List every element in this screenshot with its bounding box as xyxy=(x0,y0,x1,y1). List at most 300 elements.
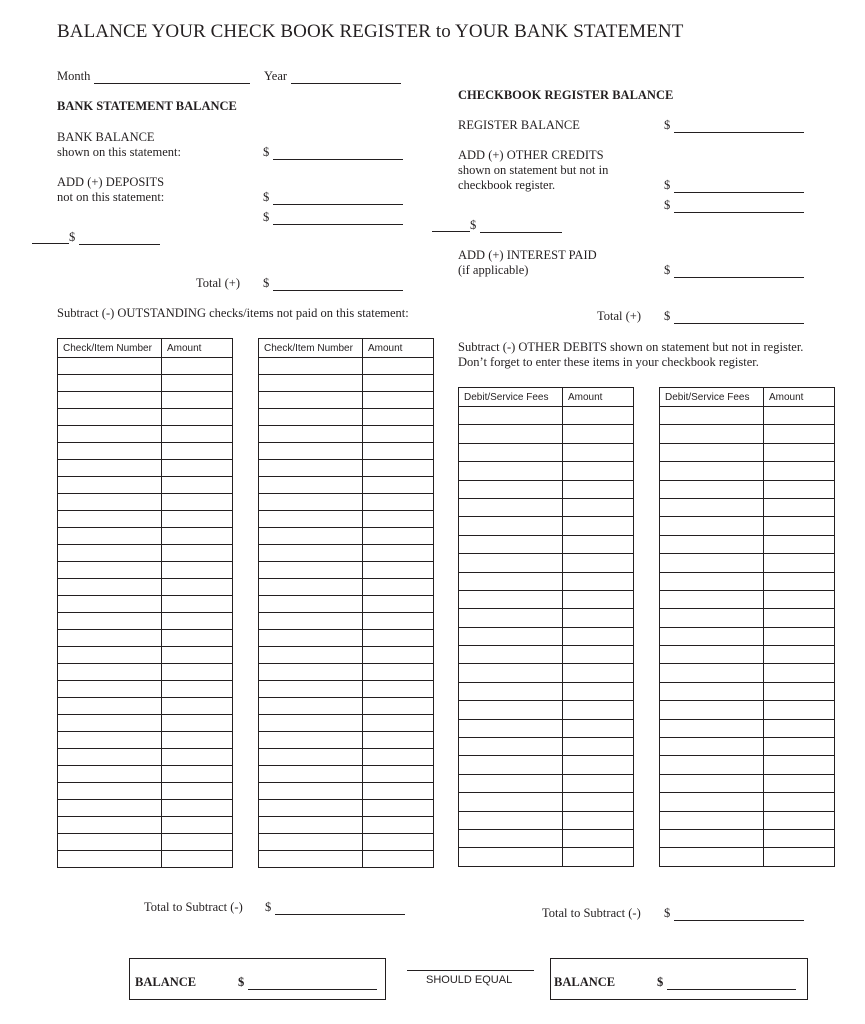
amount-cell[interactable] xyxy=(363,460,434,477)
item-cell[interactable] xyxy=(660,480,764,498)
page-title: BALANCE YOUR CHECK BOOK REGISTER to YOUR BANK STATEMENT xyxy=(57,21,684,42)
item-cell[interactable] xyxy=(459,425,563,443)
amount-cell[interactable] xyxy=(162,494,233,511)
item-cell[interactable] xyxy=(58,477,162,494)
amount-cell[interactable] xyxy=(162,358,233,375)
table-row xyxy=(459,756,634,774)
amount-cell[interactable] xyxy=(764,517,835,535)
table-row xyxy=(660,535,835,553)
item-cell[interactable] xyxy=(58,494,162,511)
table-row xyxy=(660,793,835,811)
other-credit-field-2[interactable] xyxy=(674,198,804,213)
table-row xyxy=(58,477,233,494)
item-cell[interactable] xyxy=(459,719,563,737)
amount-cell[interactable] xyxy=(363,783,434,800)
col-header-amount: Amount xyxy=(162,339,233,358)
item-cell[interactable] xyxy=(259,426,363,443)
credit-label-line xyxy=(432,231,470,232)
item-cell[interactable] xyxy=(259,715,363,732)
item-cell[interactable] xyxy=(660,609,764,627)
table-row xyxy=(58,647,233,664)
amount-cell[interactable] xyxy=(363,579,434,596)
item-cell[interactable] xyxy=(259,460,363,477)
table-row xyxy=(660,407,835,425)
table-row xyxy=(459,627,634,645)
item-cell[interactable] xyxy=(459,848,563,866)
amount-cell[interactable] xyxy=(363,749,434,766)
amount-cell[interactable] xyxy=(764,590,835,608)
amount-cell[interactable] xyxy=(162,664,233,681)
amount-cell[interactable] xyxy=(563,682,634,700)
table-row xyxy=(660,462,835,480)
table-row xyxy=(459,646,634,664)
item-cell[interactable] xyxy=(259,511,363,528)
amount-cell[interactable] xyxy=(764,480,835,498)
amount-cell[interactable] xyxy=(563,609,634,627)
dollar-sign: $ xyxy=(263,145,270,159)
amount-cell[interactable] xyxy=(764,572,835,590)
amount-cell[interactable] xyxy=(764,756,835,774)
amount-cell[interactable] xyxy=(162,817,233,834)
item-cell[interactable] xyxy=(58,749,162,766)
amount-cell[interactable] xyxy=(363,681,434,698)
amount-cell[interactable] xyxy=(162,528,233,545)
amount-cell[interactable] xyxy=(363,630,434,647)
table-row xyxy=(259,851,434,868)
amount-cell[interactable] xyxy=(162,477,233,494)
amount-cell[interactable] xyxy=(363,834,434,851)
amount-cell[interactable] xyxy=(363,766,434,783)
table-row xyxy=(660,627,835,645)
table-row xyxy=(459,664,634,682)
item-cell[interactable] xyxy=(259,494,363,511)
month-field[interactable] xyxy=(94,69,250,84)
amount-cell[interactable] xyxy=(162,749,233,766)
amount-cell[interactable] xyxy=(563,664,634,682)
item-cell[interactable] xyxy=(459,664,563,682)
amount-cell[interactable] xyxy=(363,375,434,392)
amount-cell[interactable] xyxy=(363,545,434,562)
amount-cell[interactable] xyxy=(162,851,233,868)
amount-cell[interactable] xyxy=(764,609,835,627)
item-cell[interactable] xyxy=(660,719,764,737)
item-cell[interactable] xyxy=(259,834,363,851)
amount-cell[interactable] xyxy=(162,732,233,749)
item-cell[interactable] xyxy=(259,545,363,562)
table-row xyxy=(259,562,434,579)
item-cell[interactable] xyxy=(58,732,162,749)
item-cell[interactable] xyxy=(459,829,563,847)
amount-cell[interactable] xyxy=(764,701,835,719)
item-cell[interactable] xyxy=(459,682,563,700)
amount-cell[interactable] xyxy=(764,425,835,443)
item-cell[interactable] xyxy=(660,590,764,608)
amount-cell[interactable] xyxy=(764,793,835,811)
item-cell[interactable] xyxy=(259,409,363,426)
left-total-subtract-field[interactable] xyxy=(275,900,405,915)
table-row xyxy=(660,425,835,443)
table-row xyxy=(259,749,434,766)
amount-cell[interactable] xyxy=(563,738,634,756)
table-row xyxy=(58,375,233,392)
item-cell[interactable] xyxy=(459,793,563,811)
col-header-check-number: Check/Item Number xyxy=(58,339,162,358)
right-total-label: Total (+) xyxy=(597,309,642,323)
amount-cell[interactable] xyxy=(764,646,835,664)
amount-cell[interactable] xyxy=(162,613,233,630)
year-label: Year xyxy=(264,69,288,83)
amount-cell[interactable] xyxy=(764,664,835,682)
item-cell[interactable] xyxy=(58,545,162,562)
item-cell[interactable] xyxy=(259,392,363,409)
item-cell[interactable] xyxy=(660,848,764,866)
item-cell[interactable] xyxy=(259,562,363,579)
col-header-amount: Amount xyxy=(563,388,634,407)
amount-cell[interactable] xyxy=(563,517,634,535)
item-cell[interactable] xyxy=(459,480,563,498)
amount-cell[interactable] xyxy=(363,409,434,426)
item-cell[interactable] xyxy=(660,811,764,829)
item-cell[interactable] xyxy=(259,647,363,664)
amount-cell[interactable] xyxy=(764,719,835,737)
col-header-check-number: Check/Item Number xyxy=(259,339,363,358)
col-header-debit-fees: Debit/Service Fees xyxy=(660,388,764,407)
amount-cell[interactable] xyxy=(162,579,233,596)
table-row xyxy=(259,477,434,494)
amount-cell[interactable] xyxy=(563,572,634,590)
amount-cell[interactable] xyxy=(764,535,835,553)
amount-cell[interactable] xyxy=(363,511,434,528)
item-cell[interactable] xyxy=(459,811,563,829)
item-cell[interactable] xyxy=(58,460,162,477)
item-cell[interactable] xyxy=(660,517,764,535)
dollar-sign: $ xyxy=(263,276,270,290)
amount-cell[interactable] xyxy=(363,698,434,715)
amount-cell[interactable] xyxy=(764,407,835,425)
table-row xyxy=(259,766,434,783)
item-cell[interactable] xyxy=(58,630,162,647)
amount-cell[interactable] xyxy=(764,554,835,572)
amount-cell[interactable] xyxy=(162,460,233,477)
item-cell[interactable] xyxy=(259,817,363,834)
amount-cell[interactable] xyxy=(162,647,233,664)
item-cell[interactable] xyxy=(58,647,162,664)
amount-cell[interactable] xyxy=(363,443,434,460)
amount-cell[interactable] xyxy=(563,627,634,645)
item-cell[interactable] xyxy=(58,409,162,426)
item-cell[interactable] xyxy=(259,477,363,494)
amount-cell[interactable] xyxy=(162,375,233,392)
item-cell[interactable] xyxy=(58,443,162,460)
amount-cell[interactable] xyxy=(363,494,434,511)
item-cell[interactable] xyxy=(259,681,363,698)
amount-cell[interactable] xyxy=(363,562,434,579)
bank-balance-field[interactable] xyxy=(273,145,403,160)
item-cell[interactable] xyxy=(459,443,563,461)
amount-cell[interactable] xyxy=(764,738,835,756)
item-cell[interactable] xyxy=(58,596,162,613)
item-cell[interactable] xyxy=(58,528,162,545)
item-cell[interactable] xyxy=(459,498,563,516)
amount-cell[interactable] xyxy=(162,562,233,579)
amount-cell[interactable] xyxy=(563,498,634,516)
item-cell[interactable] xyxy=(58,681,162,698)
left-total-subtract-label: Total to Subtract (-) xyxy=(144,900,243,914)
table-row xyxy=(259,528,434,545)
item-cell[interactable] xyxy=(660,774,764,792)
item-cell[interactable] xyxy=(58,698,162,715)
table-row xyxy=(660,590,835,608)
item-cell[interactable] xyxy=(459,756,563,774)
item-cell[interactable] xyxy=(259,800,363,817)
table-row xyxy=(58,528,233,545)
amount-cell[interactable] xyxy=(363,426,434,443)
table-row xyxy=(660,719,835,737)
table-row xyxy=(58,681,233,698)
amount-cell[interactable] xyxy=(764,627,835,645)
item-cell[interactable] xyxy=(58,358,162,375)
item-cell[interactable] xyxy=(58,579,162,596)
amount-cell[interactable] xyxy=(764,443,835,461)
item-cell[interactable] xyxy=(58,426,162,443)
item-cell[interactable] xyxy=(459,609,563,627)
bank-balance-final-field[interactable] xyxy=(248,975,377,990)
amount-cell[interactable] xyxy=(563,407,634,425)
item-cell[interactable] xyxy=(459,554,563,572)
table-row xyxy=(660,609,835,627)
amount-cell[interactable] xyxy=(563,774,634,792)
bank-balance-label: BANK BALANCE xyxy=(57,130,155,144)
other-credit-field-3[interactable] xyxy=(480,218,562,233)
table-row xyxy=(58,851,233,868)
table-row xyxy=(660,774,835,792)
amount-cell[interactable] xyxy=(363,715,434,732)
table-row xyxy=(259,426,434,443)
item-cell[interactable] xyxy=(259,613,363,630)
item-cell[interactable] xyxy=(660,554,764,572)
item-cell[interactable] xyxy=(459,517,563,535)
table-row xyxy=(459,682,634,700)
other-credit-field-1[interactable] xyxy=(674,178,804,193)
right-total-subtract-field[interactable] xyxy=(674,906,804,921)
item-cell[interactable] xyxy=(259,698,363,715)
item-cell[interactable] xyxy=(259,783,363,800)
register-balance-final-field[interactable] xyxy=(667,975,796,990)
table-row xyxy=(459,407,634,425)
item-cell[interactable] xyxy=(58,834,162,851)
item-cell[interactable] xyxy=(259,443,363,460)
item-cell[interactable] xyxy=(660,407,764,425)
amount-cell[interactable] xyxy=(563,462,634,480)
item-cell[interactable] xyxy=(58,817,162,834)
amount-cell[interactable] xyxy=(764,811,835,829)
amount-cell[interactable] xyxy=(563,554,634,572)
amount-cell[interactable] xyxy=(563,829,634,847)
amount-cell[interactable] xyxy=(162,766,233,783)
item-cell[interactable] xyxy=(58,766,162,783)
amount-cell[interactable] xyxy=(162,409,233,426)
amount-cell[interactable] xyxy=(162,800,233,817)
item-cell[interactable] xyxy=(259,596,363,613)
amount-cell[interactable] xyxy=(563,443,634,461)
item-cell[interactable] xyxy=(259,732,363,749)
item-cell[interactable] xyxy=(58,375,162,392)
amount-cell[interactable] xyxy=(162,715,233,732)
amount-cell[interactable] xyxy=(363,732,434,749)
left-total-field[interactable] xyxy=(273,276,403,291)
amount-cell[interactable] xyxy=(563,535,634,553)
item-cell[interactable] xyxy=(459,535,563,553)
item-cell[interactable] xyxy=(259,630,363,647)
checkbook-register-heading: CHECKBOOK REGISTER BALANCE xyxy=(458,88,674,102)
amount-cell[interactable] xyxy=(162,596,233,613)
item-cell[interactable] xyxy=(660,646,764,664)
item-cell[interactable] xyxy=(259,579,363,596)
amount-cell[interactable] xyxy=(363,477,434,494)
item-cell[interactable] xyxy=(259,766,363,783)
amount-cell[interactable] xyxy=(563,590,634,608)
amount-cell[interactable] xyxy=(363,664,434,681)
table-row xyxy=(58,732,233,749)
item-cell[interactable] xyxy=(459,462,563,480)
table-row xyxy=(459,462,634,480)
item-cell[interactable] xyxy=(459,627,563,645)
amount-cell[interactable] xyxy=(363,528,434,545)
table-row xyxy=(459,590,634,608)
amount-cell[interactable] xyxy=(162,834,233,851)
amount-cell[interactable] xyxy=(363,358,434,375)
amount-cell[interactable] xyxy=(363,817,434,834)
item-cell[interactable] xyxy=(459,738,563,756)
item-cell[interactable] xyxy=(660,829,764,847)
amount-cell[interactable] xyxy=(363,392,434,409)
amount-cell[interactable] xyxy=(764,848,835,866)
amount-cell[interactable] xyxy=(162,545,233,562)
amount-cell[interactable] xyxy=(162,698,233,715)
item-cell[interactable] xyxy=(660,572,764,590)
table-row xyxy=(459,480,634,498)
table-row xyxy=(259,358,434,375)
year-field[interactable] xyxy=(291,69,401,84)
item-cell[interactable] xyxy=(58,715,162,732)
amount-cell[interactable] xyxy=(363,647,434,664)
amount-cell[interactable] xyxy=(162,426,233,443)
amount-cell[interactable] xyxy=(563,756,634,774)
table-row xyxy=(660,646,835,664)
amount-cell[interactable] xyxy=(764,829,835,847)
item-cell[interactable] xyxy=(259,749,363,766)
item-cell[interactable] xyxy=(58,392,162,409)
right-total-subtract-label: Total to Subtract (-) xyxy=(542,906,641,920)
item-cell[interactable] xyxy=(58,664,162,681)
table-row xyxy=(58,358,233,375)
table-row xyxy=(259,613,434,630)
amount-cell[interactable] xyxy=(363,596,434,613)
amount-cell[interactable] xyxy=(162,681,233,698)
deposit-field-2[interactable] xyxy=(273,210,403,225)
table-row xyxy=(660,572,835,590)
item-cell[interactable] xyxy=(459,590,563,608)
table-row xyxy=(259,596,434,613)
dollar-sign: $ xyxy=(664,309,671,323)
item-cell[interactable] xyxy=(58,511,162,528)
amount-cell[interactable] xyxy=(162,511,233,528)
item-cell[interactable] xyxy=(259,358,363,375)
item-cell[interactable] xyxy=(660,756,764,774)
item-cell[interactable] xyxy=(660,738,764,756)
item-cell[interactable] xyxy=(660,443,764,461)
item-cell[interactable] xyxy=(459,646,563,664)
item-cell[interactable] xyxy=(58,613,162,630)
amount-cell[interactable] xyxy=(563,719,634,737)
right-total-field[interactable] xyxy=(674,309,804,324)
deposit-field-1[interactable] xyxy=(273,190,403,205)
item-cell[interactable] xyxy=(660,664,764,682)
table-row xyxy=(660,738,835,756)
item-cell[interactable] xyxy=(259,664,363,681)
table-row xyxy=(459,774,634,792)
item-cell[interactable] xyxy=(459,407,563,425)
item-cell[interactable] xyxy=(660,425,764,443)
amount-cell[interactable] xyxy=(563,480,634,498)
item-cell[interactable] xyxy=(259,851,363,868)
dollar-sign: $ xyxy=(265,900,272,914)
item-cell[interactable] xyxy=(660,793,764,811)
amount-cell[interactable] xyxy=(563,811,634,829)
item-cell[interactable] xyxy=(660,535,764,553)
amount-cell[interactable] xyxy=(162,443,233,460)
amount-cell[interactable] xyxy=(563,646,634,664)
table-row xyxy=(459,848,634,866)
item-cell[interactable] xyxy=(660,627,764,645)
table-row xyxy=(58,817,233,834)
amount-cell[interactable] xyxy=(764,498,835,516)
table-row xyxy=(660,682,835,700)
amount-cell[interactable] xyxy=(162,392,233,409)
amount-cell[interactable] xyxy=(563,793,634,811)
interest-paid-field[interactable] xyxy=(674,263,804,278)
item-cell[interactable] xyxy=(58,783,162,800)
item-cell[interactable] xyxy=(58,562,162,579)
amount-cell[interactable] xyxy=(363,851,434,868)
item-cell[interactable] xyxy=(459,572,563,590)
item-cell[interactable] xyxy=(259,528,363,545)
amount-cell[interactable] xyxy=(162,630,233,647)
amount-cell[interactable] xyxy=(162,783,233,800)
item-cell[interactable] xyxy=(660,701,764,719)
item-cell[interactable] xyxy=(660,498,764,516)
amount-cell[interactable] xyxy=(563,848,634,866)
item-cell[interactable] xyxy=(660,462,764,480)
item-cell[interactable] xyxy=(459,701,563,719)
table-row xyxy=(259,698,434,715)
item-cell[interactable] xyxy=(58,851,162,868)
amount-cell[interactable] xyxy=(764,462,835,480)
amount-cell[interactable] xyxy=(363,613,434,630)
amount-cell[interactable] xyxy=(764,774,835,792)
dollar-sign: $ xyxy=(664,178,671,192)
item-cell[interactable] xyxy=(660,682,764,700)
amount-cell[interactable] xyxy=(563,701,634,719)
deposit-field-3[interactable] xyxy=(79,230,160,245)
item-cell[interactable] xyxy=(58,800,162,817)
item-cell[interactable] xyxy=(459,774,563,792)
item-cell[interactable] xyxy=(259,375,363,392)
register-balance-field[interactable] xyxy=(674,118,804,133)
amount-cell[interactable] xyxy=(563,425,634,443)
amount-cell[interactable] xyxy=(363,800,434,817)
amount-cell[interactable] xyxy=(764,682,835,700)
